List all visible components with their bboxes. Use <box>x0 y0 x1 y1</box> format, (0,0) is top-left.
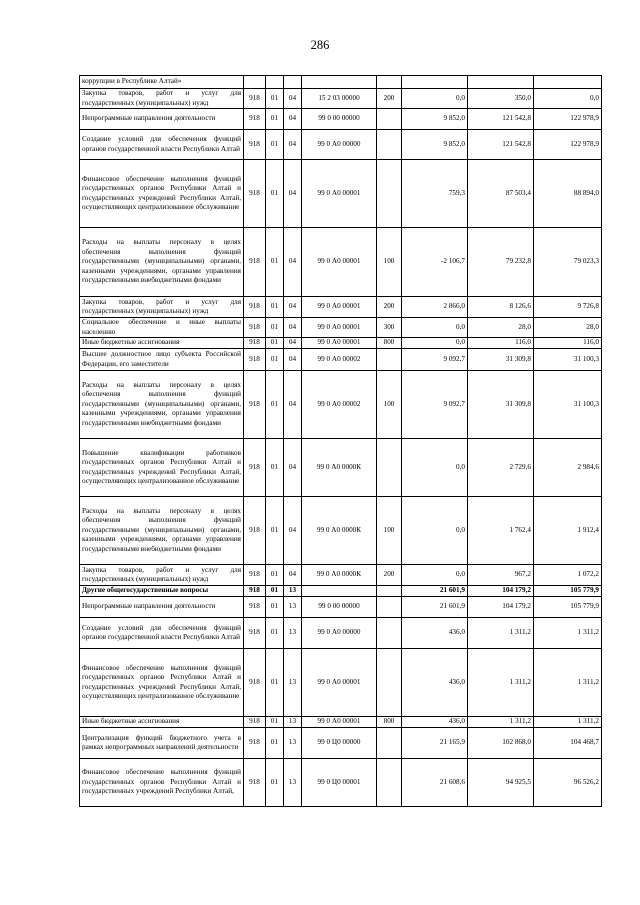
target-article-cell: 99 0 А0 0000К <box>302 565 377 586</box>
section-code-cell: 01 <box>266 597 284 618</box>
section-code-cell: 01 <box>266 439 284 497</box>
row-name-cell: Централизация функций бюджетного учета в рамках непрограммных направлений деятельности <box>80 728 244 759</box>
row-name-cell: Создание условий для обеспечения функций органов государственной власти Республики Алтай <box>80 618 244 649</box>
row-name-cell: Создание условий для обеспечения функций органов государственной власти Республики Алтай <box>80 130 244 160</box>
amount-1-cell: 0,0 <box>402 338 468 349</box>
subsection-code-cell: 13 <box>284 597 302 618</box>
table-row <box>80 597 602 618</box>
expense-type-cell: 100 <box>377 228 402 297</box>
target-article-cell: 99 0 А0 00000 <box>302 130 377 160</box>
amount-2-cell: 87 503,4 <box>468 160 534 228</box>
table-row <box>80 618 602 649</box>
target-article-cell: 99 0 00 00000 <box>302 597 377 618</box>
amount-3-cell: 2 984,6 <box>534 439 602 497</box>
amount-1-cell: 436,0 <box>402 618 468 649</box>
amount-2-cell: 102 868,0 <box>468 728 534 759</box>
amount-2-cell: 1 311,2 <box>468 618 534 649</box>
target-article-cell: 99 0 00 00000 <box>302 109 377 130</box>
amount-3-cell: 1 311,2 <box>534 618 602 649</box>
amount-2-cell: 28,0 <box>468 318 534 338</box>
amount-1-cell: 21 608,6 <box>402 759 468 807</box>
amount-1-cell: 9 092,7 <box>402 371 468 439</box>
section-code-cell <box>266 76 284 89</box>
row-name-cell: Повышение квалификации работников государственных органов Республики Алтай и государственных учреждений Республики Алтай, осуществляющих централизованное обслуживание <box>80 439 244 497</box>
table-row <box>80 728 602 759</box>
row-name-cell: Закупка товаров, работ и услуг для государственных (муниципальных) нужд <box>80 565 244 586</box>
table-row <box>80 228 602 297</box>
target-article-cell: 99 0 А0 00001 <box>302 649 377 717</box>
table-row <box>80 649 602 717</box>
amount-1-cell: 9 852,0 <box>402 130 468 160</box>
amount-3-cell: 122 978,9 <box>534 130 602 160</box>
table-row <box>80 160 602 228</box>
gr-code-cell: 918 <box>244 318 266 338</box>
amount-1-cell: 9 852,0 <box>402 109 468 130</box>
section-code-cell: 01 <box>266 649 284 717</box>
budget-table <box>79 75 602 807</box>
section-code-cell: 01 <box>266 160 284 228</box>
amount-1-cell: -2 106,7 <box>402 228 468 297</box>
target-article-cell: 99 0 А0 0000К <box>302 497 377 565</box>
subsection-code-cell: 04 <box>284 497 302 565</box>
table-row <box>80 318 602 338</box>
amount-3-cell: 88 894,0 <box>534 160 602 228</box>
section-code-cell: 01 <box>266 759 284 807</box>
subsection-code-cell: 04 <box>284 338 302 349</box>
expense-type-cell <box>377 586 402 597</box>
gr-code-cell: 918 <box>244 497 266 565</box>
amount-3-cell: 1 311,2 <box>534 649 602 717</box>
amount-3-cell: 9 726,8 <box>534 297 602 318</box>
row-name-cell: Финансовое обеспечение выполнения функций государственных органов Республики Алтай и государственных учреждений Республики Алтай, <box>80 759 244 807</box>
expense-type-cell: 200 <box>377 89 402 109</box>
target-article-cell: 99 0 Ц0 00001 <box>302 759 377 807</box>
table-row <box>80 76 602 89</box>
amount-2-cell: 116,0 <box>468 338 534 349</box>
gr-code-cell: 918 <box>244 338 266 349</box>
table-row <box>80 130 602 160</box>
section-code-cell: 01 <box>266 586 284 597</box>
gr-code-cell: 918 <box>244 130 266 160</box>
table-row <box>80 338 602 349</box>
amount-1-cell: 21 601,9 <box>402 597 468 618</box>
table-row <box>80 349 602 371</box>
gr-code-cell: 918 <box>244 349 266 371</box>
subsection-code-cell: 04 <box>284 439 302 497</box>
amount-2-cell: 8 126,6 <box>468 297 534 318</box>
expense-type-cell: 800 <box>377 338 402 349</box>
amount-3-cell <box>534 76 602 89</box>
row-name-cell: Расходы на выплаты персоналу в целях обеспечения выполнения функций государственными (муниципальными) органами, казенными учреждениями, органами управления государственными внебюджетными фондами <box>80 497 244 565</box>
row-name-cell: Непрограммные направления деятельности <box>80 597 244 618</box>
target-article-cell: 15 2 03 00000 <box>302 89 377 109</box>
row-name-cell: Социальное обеспечение и иные выплаты населению <box>80 318 244 338</box>
gr-code-cell: 918 <box>244 109 266 130</box>
subsection-code-cell: 04 <box>284 349 302 371</box>
amount-3-cell: 105 779,9 <box>534 586 602 597</box>
gr-code-cell: 918 <box>244 597 266 618</box>
expense-type-cell <box>377 160 402 228</box>
expense-type-cell <box>377 728 402 759</box>
gr-code-cell <box>244 76 266 89</box>
subsection-code-cell: 13 <box>284 586 302 597</box>
gr-code-cell: 918 <box>244 371 266 439</box>
target-article-cell: 99 0 А0 00002 <box>302 349 377 371</box>
expense-type-cell <box>377 618 402 649</box>
section-code-cell: 01 <box>266 565 284 586</box>
row-name-cell: Закупка товаров, работ и услуг для государственных (муниципальных) нужд <box>80 89 244 109</box>
amount-3-cell: 116,0 <box>534 338 602 349</box>
subsection-code-cell: 13 <box>284 618 302 649</box>
row-name-cell: Иные бюджетные ассигнования <box>80 717 244 728</box>
expense-type-cell: 100 <box>377 497 402 565</box>
subsection-code-cell: 13 <box>284 649 302 717</box>
section-code-cell: 01 <box>266 109 284 130</box>
amount-2-cell: 1 762,4 <box>468 497 534 565</box>
target-article-cell: 99 0 А0 00000 <box>302 618 377 649</box>
subsection-code-cell: 04 <box>284 228 302 297</box>
section-code-cell: 01 <box>266 228 284 297</box>
table-row <box>80 371 602 439</box>
expense-type-cell <box>377 597 402 618</box>
subsection-code-cell: 04 <box>284 130 302 160</box>
expense-type-cell <box>377 109 402 130</box>
target-article-cell <box>302 586 377 597</box>
amount-1-cell: 759,3 <box>402 160 468 228</box>
table-row <box>80 109 602 130</box>
section-code-cell: 01 <box>266 318 284 338</box>
table-row <box>80 439 602 497</box>
gr-code-cell: 918 <box>244 160 266 228</box>
gr-code-cell: 918 <box>244 649 266 717</box>
budget-table-body <box>80 76 602 807</box>
amount-1-cell: 21 601,9 <box>402 586 468 597</box>
table-row <box>80 717 602 728</box>
amount-3-cell: 28,0 <box>534 318 602 338</box>
gr-code-cell: 918 <box>244 565 266 586</box>
section-code-cell: 01 <box>266 297 284 318</box>
amount-3-cell: 1 072,2 <box>534 565 602 586</box>
table-row <box>80 89 602 109</box>
row-name-cell: Высшее должностное лицо субъекта Российской Федерации, его заместители <box>80 349 244 371</box>
amount-2-cell: 31 309,8 <box>468 349 534 371</box>
expense-type-cell: 200 <box>377 297 402 318</box>
amount-2-cell: 350,0 <box>468 89 534 109</box>
amount-2-cell: 967,2 <box>468 565 534 586</box>
section-code-cell: 01 <box>266 497 284 565</box>
amount-2-cell: 1 311,2 <box>468 649 534 717</box>
subsection-code-cell <box>284 76 302 89</box>
amount-2-cell: 121 542,8 <box>468 109 534 130</box>
target-article-cell: 99 0 А0 00001 <box>302 717 377 728</box>
row-name-cell: Закупка товаров, работ и услуг для государственных (муниципальных) нужд <box>80 297 244 318</box>
amount-3-cell: 31 100,3 <box>534 349 602 371</box>
expense-type-cell <box>377 759 402 807</box>
amount-1-cell: 0,0 <box>402 565 468 586</box>
subsection-code-cell: 13 <box>284 717 302 728</box>
amount-3-cell: 31 100,3 <box>534 371 602 439</box>
page-number: 286 <box>310 38 330 52</box>
subsection-code-cell: 04 <box>284 109 302 130</box>
gr-code-cell: 918 <box>244 759 266 807</box>
expense-type-cell <box>377 76 402 89</box>
amount-2-cell <box>468 76 534 89</box>
target-article-cell: 99 0 А0 00001 <box>302 297 377 318</box>
expense-type-cell: 100 <box>377 371 402 439</box>
amount-2-cell: 1 311,2 <box>468 717 534 728</box>
section-code-cell: 01 <box>266 130 284 160</box>
expense-type-cell: 200 <box>377 565 402 586</box>
amount-2-cell: 94 925,5 <box>468 759 534 807</box>
amount-2-cell: 121 542,8 <box>468 130 534 160</box>
amount-1-cell <box>402 76 468 89</box>
row-name-cell: Финансовое обеспечение выполнения функций государственных органов Республики Алтай и государственных учреждений Республики Алтай, осуществляющих централизованное обслуживание <box>80 649 244 717</box>
subsection-code-cell: 04 <box>284 371 302 439</box>
amount-3-cell: 79 023,3 <box>534 228 602 297</box>
amount-1-cell: 0,0 <box>402 439 468 497</box>
expense-type-cell <box>377 130 402 160</box>
subsection-code-cell: 04 <box>284 318 302 338</box>
subsection-code-cell: 13 <box>284 728 302 759</box>
gr-code-cell: 918 <box>244 439 266 497</box>
amount-3-cell: 104 468,7 <box>534 728 602 759</box>
amount-1-cell: 0,0 <box>402 497 468 565</box>
subsection-code-cell: 04 <box>284 160 302 228</box>
gr-code-cell: 918 <box>244 89 266 109</box>
row-name-cell: Расходы на выплаты персоналу в целях обеспечения выполнения функций государственными (муниципальными) органами, казенными учреждениями, органами управления государственными внебюджетными фондами <box>80 371 244 439</box>
gr-code-cell: 918 <box>244 586 266 597</box>
amount-1-cell: 2 866,0 <box>402 297 468 318</box>
expense-type-cell: 300 <box>377 318 402 338</box>
amount-2-cell: 2 729,6 <box>468 439 534 497</box>
table-row <box>80 759 602 807</box>
amount-1-cell: 436,0 <box>402 649 468 717</box>
section-code-cell: 01 <box>266 89 284 109</box>
target-article-cell: 99 0 А0 00001 <box>302 338 377 349</box>
gr-code-cell: 918 <box>244 717 266 728</box>
section-code-cell: 01 <box>266 338 284 349</box>
table-row <box>80 565 602 586</box>
section-code-cell: 01 <box>266 717 284 728</box>
target-article-cell: 99 0 Ц0 00000 <box>302 728 377 759</box>
target-article-cell: 99 0 А0 00001 <box>302 228 377 297</box>
amount-3-cell: 122 978,9 <box>534 109 602 130</box>
target-article-cell: 99 0 А0 00002 <box>302 371 377 439</box>
amount-3-cell: 96 526,2 <box>534 759 602 807</box>
amount-1-cell: 436,0 <box>402 717 468 728</box>
amount-3-cell: 1 912,4 <box>534 497 602 565</box>
amount-2-cell: 79 232,8 <box>468 228 534 297</box>
expense-type-cell <box>377 649 402 717</box>
subsection-code-cell: 13 <box>284 759 302 807</box>
section-code-cell: 01 <box>266 371 284 439</box>
amount-2-cell: 104 179,2 <box>468 597 534 618</box>
row-name-cell: коррупции в Республике Алтай» <box>80 76 244 89</box>
gr-code-cell: 918 <box>244 228 266 297</box>
expense-type-cell <box>377 349 402 371</box>
subsection-code-cell: 04 <box>284 565 302 586</box>
section-code-cell: 01 <box>266 728 284 759</box>
table-row <box>80 297 602 318</box>
target-article-cell: 99 0 А0 00001 <box>302 318 377 338</box>
row-name-cell: Иные бюджетные ассигнования <box>80 338 244 349</box>
amount-1-cell: 0,0 <box>402 318 468 338</box>
amount-3-cell: 0,0 <box>534 89 602 109</box>
row-name-cell: Финансовое обеспечение выполнения функций государственных органов Республики Алтай и государственных учреждений Республики Алтай, осуществляющих централизованное обслуживание <box>80 160 244 228</box>
amount-1-cell: 9 092,7 <box>402 349 468 371</box>
amount-1-cell: 21 165,9 <box>402 728 468 759</box>
amount-3-cell: 105 779,9 <box>534 597 602 618</box>
subsection-code-cell: 04 <box>284 297 302 318</box>
target-article-cell <box>302 76 377 89</box>
amount-2-cell: 31 309,8 <box>468 371 534 439</box>
target-article-cell: 99 0 А0 0000К <box>302 439 377 497</box>
row-name-cell: Расходы на выплаты персоналу в целях обеспечения выполнения функций государственными (муниципальными) органами, казенными учреждениями, органами управления государственными внебюджетными фондами <box>80 228 244 297</box>
row-name-cell: Непрограммные направления деятельности <box>80 109 244 130</box>
expense-type-cell <box>377 439 402 497</box>
section-code-cell: 01 <box>266 618 284 649</box>
subsection-code-cell: 04 <box>284 89 302 109</box>
gr-code-cell: 918 <box>244 618 266 649</box>
gr-code-cell: 918 <box>244 728 266 759</box>
amount-2-cell: 104 179,2 <box>468 586 534 597</box>
section-code-cell: 01 <box>266 349 284 371</box>
target-article-cell: 99 0 А0 00001 <box>302 160 377 228</box>
gr-code-cell: 918 <box>244 297 266 318</box>
table-row <box>80 497 602 565</box>
expense-type-cell: 800 <box>377 717 402 728</box>
amount-3-cell: 1 311,2 <box>534 717 602 728</box>
amount-1-cell: 0,0 <box>402 89 468 109</box>
table-row <box>80 586 602 597</box>
row-name-cell: Другие общегосударственные вопросы <box>80 586 244 597</box>
